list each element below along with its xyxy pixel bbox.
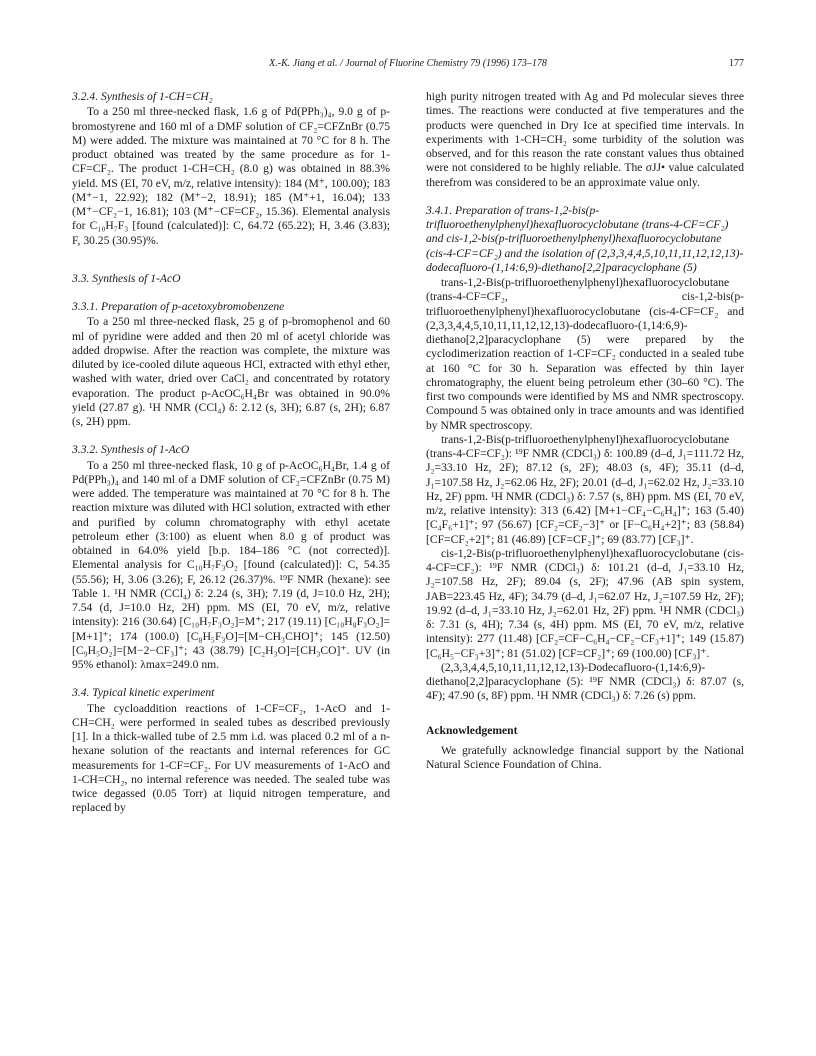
subsection-heading: 3.3.2. Synthesis of 1-AcO [72, 443, 190, 457]
paragraph: trans-1,2-Bis(p-trifluoroethenylphenyl)hexafluorocyclobutane (trans-4-CF=CF₂): ¹⁹F NMR (CDCl₃) δ: 100.89 (d–d, J₁=111.72 Hz, J₂=33.10 Hz, 2F); 87.12 (s, 2F); 48.03 (s, 4F); 35.11 (d–d, J₁=107.58 Hz, J₂=62.06 Hz, 2F); 20.01 (d–d, J₁=62.02 Hz, J₂=33.10 Hz, 2F) ppm. ¹H NMR (CDCl₃) δ: 7.57 (s, 8H) ppm. MS (EI, 70 eV, m/z, relative intensity): 313 (6.42) [M+1−CF₄−C₆H₄]⁺; 163 (5.40) [C₄F₆+1]⁺; 97 (56.67) [CF₂=CF₂−3]⁺ or [F−C₆H₄+2]⁺; 83 (58.84) [CF=CF₂+2]⁺; 81 (46.89) [CF=CF₂]⁺; 69 (83.77) [CF₃]⁺. [426, 432, 744, 546]
section-heading: 3.2.4. Synthesis of 1-CH=CH₂ [72, 90, 213, 103]
paragraph: The cycloaddition reactions of 1-CF=CF₂, 1-AcO and 1-CH=CH₂ were performed in sealed tubes as described previously [1]. In a thick-walled tube of 2.5 mm i.d. was placed 0.2 ml of a n-hexane solution of the reactants and internal references for GC measurements for 1-CF=CF₂. For UV measurements of 1-AcO and 1-CH=CH₂, no internal reference was needed. The sealed tube was twice degassed (0.05 Torr) at liquid nitrogen temperature, and replaced by [72, 701, 390, 815]
paragraph: (2,3,3,4,4,5,10,11,11,12,12,13)-Dodecafluoro-(1,14:6,9)-diethano[2,2]paracyclophane (5): ¹⁹F NMR (CDCl₃) δ: 87.07 (s, 4F); 47.90 (s, 8F) ppm. ¹H NMR (CDCl₃) δ: 7.26 (s) ppm. [426, 660, 744, 703]
section-heading: 3.3. Synthesis of 1-AcO [72, 271, 181, 285]
subsection-heading: 3.3.1. Preparation of p-acetoxybromobenzene [72, 300, 285, 313]
subsection-heading: 3.4. Typical kinetic experiment [72, 686, 215, 700]
paragraph: To a 250 ml three-necked flask, 25 g of p-bromophenol and 60 ml of pyridine were added and then 20 ml of acetyl chloride was added dropwise. After the reaction was complete, the mixture was diluted by ice-cooled dilute aqueous HCl, extracted with ethyl ether, washed with water, dried over CaCl₂ and concentrated by rotatory evaporation. The product p-AcOC₆H₄Br was obtained in 90.0% yield (27.87 g). ¹H NMR (CCl₄) δ: 2.12 (s, 3H); 6.87 (s, 2H); 6.87 (s, 2H) ppm. [72, 315, 390, 428]
journal-reference: X.-K. Jiang et al. / Journal of Fluorine Chemistry 79 (1996) 173–178 [269, 58, 547, 69]
subsection-heading: 3.4.1. Preparation of trans-1,2-bis(p-trifluoroethenylphenyl)hexafluorocyclobutane (trans-4-CF=CF₂) and cis-1,2-bis(p-trifluoroethenylphenyl)hexafluorocyclobutane (cis-4-CF=CF₂) and the isolation of (2,3,3,4,4,5,10,11,11,12,12,13)-dodecafluoro-(1,14:6,9)-diethano[2,2]paracyclophane (5) [426, 203, 744, 274]
paragraph: To a 250 ml three-necked flask, 10 g of p-AcOC₆H₄Br, 1.4 g of Pd(PPh₃)₄ and 140 ml of a DMF solution of CF₂=CFZnBr (0.75 M) were added. The temperature was maintained at 70 °C for 8 h. The reaction mixture was diluted with HCl solution, extracted with ether and purified by column chromatography with ethyl acetate petroleum ether (3:100) as eluent when 8.0 g of product was obtained in 64.0% yield [b.p. 184–186 °C (not corrected)]. Elemental analysis for C₁₀H₇F₃O₂ [found (calculated)]: C, 54.35 (55.56); H, 3.06 (3.26); F, 26.12 (26.37)%. ¹⁹F NMR (hexane): see Table 1. ¹H NMR (CCl₄) δ: 2.24 (s, 3H); 7.19 (d, J=10.0 Hz, 2H); 7.54 (d, J=10.0 Hz, 2H) ppm. MS (EI, 70 eV, m/z, relative intensity): 216 (30.64) [C₁₀H₇F₃O₂]=M⁺; 217 (19.11) [C₁₀H₈F₃O₂]=[M+1]⁺; 174 (100.0) [C₈H₅F₃O]=[M−CH₃CHO]⁺; 145 (12.50) [C₉H₅O₂]=[M−2−CF₃]⁺; 43 (38.79) [C₂H₃O]=[CH₃CO]⁺. UV (in 95% ethanol): λmax=249.0 nm. [72, 458, 390, 671]
paragraph: We gratefully acknowledge financial support by the National Natural Science Foundation of China. [426, 743, 744, 771]
paragraph: trans-1,2-Bis(p-trifluoroethenylphenyl)hexafluorocyclobutane (trans-4-CF=CF₂, cis-1,2-bis(p-trifluoroethenylphenyl)hexafluorocyclobutane (cis-4-CF=CF₂ and (2,3,3,4,4,5,10,11,11,12,12,13)-dodecafluoro-(1,14:6,9)-diethano[2,2]paracyclophane (5) were prepared by the cyclodimerization reaction of 1-CF=CF₂ conducted in a sealed tube at 160 °C for 30 h. Separation was effected by thin layer chromatography, the eluent being petroleum ether (30–60 °C). The first two compounds were identified by MS and NMR spectroscopy. Compound 5 was obtained only in trace amounts and was identified by NMR spectroscopy. [426, 276, 744, 432]
page-header [72, 58, 744, 72]
paragraph: cis-1,2-Bis(p-trifluoroethenylphenyl)hexafluorocyclobutane (cis-4-CF=CF₂): ¹⁹F NMR (CDCl₃) δ: 101.21 (d–d, J₁=33.10 Hz, J₂=107.58 Hz, 2F); 89.04 (s, 2F); 47.96 (AB spin system, JAB=223.45 Hz, 4F); 34.79 (d–d, J₁=62.07 Hz, J₂=107.59 Hz, 2F); 19.92 (d–d, J₁=33.10 Hz, J₂=62.01 Hz, 2F) ppm. ¹H NMR (CDCl₃) δ: 7.31 (s, 4H); 7.34 (s, 4H) ppm. MS (EI, 70 eV, m/z, relative intensity): 277 (11.48) [CF₂=CF−C₆H₄−CF₂−CF₃+1]⁺; 149 (15.87) [C₆H₅−CF₃+3]⁺; 81 (51.02) [CF=CF₂]⁺; 69 (100.00) [CF₃]⁺. [426, 546, 744, 660]
acknowledgement-heading: Acknowledgement [426, 723, 518, 737]
paragraph: To a 250 ml three-necked flask, 1.6 g of Pd(PPh₃)₄, 9.0 g of p-bromostyrene and 160 ml of a DMF solution of CF₂=CFZnBr (0.75 M) were added. The mixture was maintained at 70 °C for 8 h. The product obtained was treated by the same procedure as for 1-CF=CF₂. The product 1-CH=CH₂ (8.0 g) was obtained in 88.3% yield. MS (EI, 70 eV, m/z, relative intensity): 184 (M⁺, 100.00); 183 (M⁺−1, 22.92); 182 (M⁺−2, 18.91); 185 (M⁺+1, 16.04); 133 (M⁺−CF₂−1, 16.81); 103 (M⁺−CF=CF₂, 15.36). Elemental analysis for C₁₀H₇F₃ [found (calculated)]: C, 64.72 (65.22); H, 3.46 (3.83); F, 30.25 (30.95)%. [72, 105, 390, 247]
paragraph-continued: high purity nitrogen treated with Ag and Pd molecular sieves three times. The reactions were conducted at five temperatures and the products were quenched in Dry Ice at specified time intervals. In experiments with 1-CH=CH₂ some turbidity of the solution was observed, and for this reason the rate constant values thus obtained were not considered to be highly reliable. The σJJ• value calculated therefrom was considered to be an approximate value only. [426, 90, 744, 189]
page-number: 177 [729, 58, 744, 69]
right-column [426, 90, 744, 772]
left-column [72, 90, 390, 816]
